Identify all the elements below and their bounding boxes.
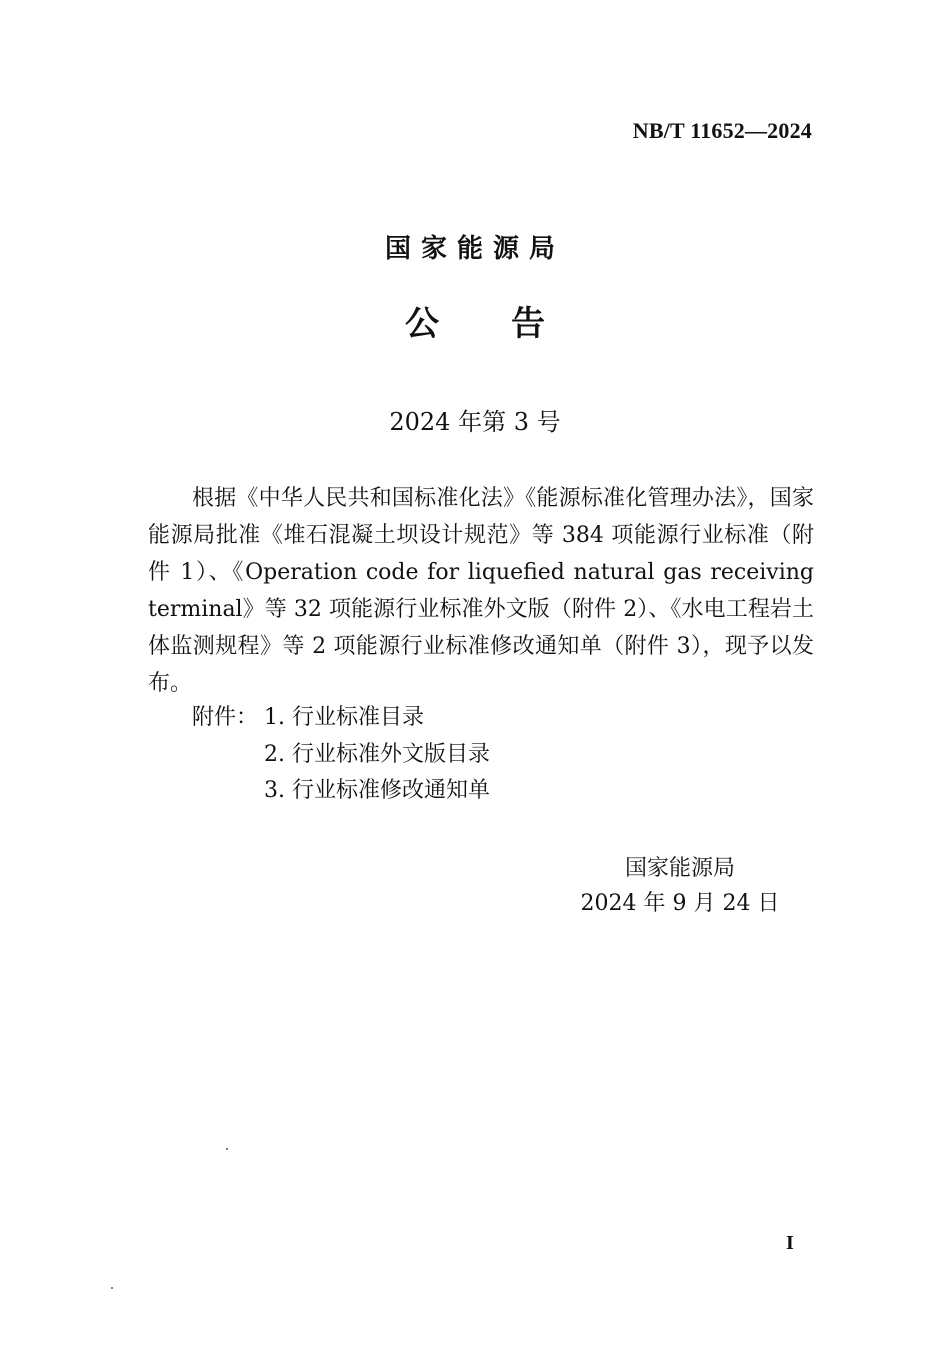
standard-code: NB/T 11652—2024: [632, 118, 812, 143]
attachment-item: 2. 行业标准外文版目录: [264, 741, 490, 767]
scan-speck: [111, 1287, 113, 1289]
issue-date: 2024 年 9 月 24 日: [580, 891, 780, 916]
attachment-row-2: [192, 737, 490, 774]
scan-speck: [226, 1148, 228, 1150]
attachment-label: 附件：: [192, 705, 259, 730]
issuer-signature: 国家能源局: [624, 856, 735, 881]
attachment-item: 1. 行业标准目录: [264, 705, 424, 730]
agency-title: 国家能源局: [384, 234, 565, 264]
page-number: I: [786, 1232, 794, 1254]
announcement-paragraph: 根据《中华人民共和国标准化法》《能源标准化管理办法》，国家能源局批准《堆石混凝土坝设计规范》等 384 项能源行业标准（附件 1）、《Operation code for liquefied natural gas receiving terminal》等 32 项能源行业标准外文版（附件 2）、《水电工程岩土体监测规程》等 2 项能源行业标准修改通知单（附件 3），现予以发布。: [148, 486, 814, 696]
issue-number: 2024 年第 3 号: [389, 408, 561, 436]
attachment-list: [192, 700, 490, 810]
attachment-row-1: [192, 700, 490, 737]
notice-title: 公告: [405, 304, 617, 344]
attachment-row-3: [192, 773, 490, 810]
attachment-item: 3. 行业标准修改通知单: [264, 778, 490, 803]
